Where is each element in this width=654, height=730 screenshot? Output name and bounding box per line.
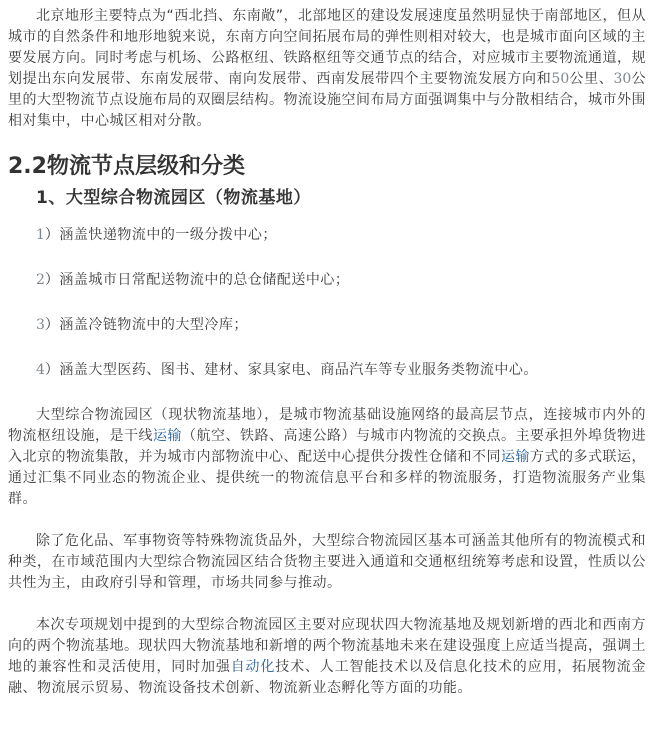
section-number: 2.2 <box>8 154 47 179</box>
body-paragraph-2 <box>8 531 646 594</box>
numeric-text: 4 <box>36 362 45 378</box>
numeric-text: 30 <box>613 71 632 87</box>
inline-link[interactable]: 运输 <box>501 449 530 465</box>
text-segment: 公里、 <box>569 71 614 87</box>
text-segment: 除了危化品、军事物资等特殊物流货品外，大型综合物流园区基本可涵盖其他所有的物流模式和种类，在市域范围内大型综合物流园区结合货物主要进入通道和交通枢纽统筹考虑和设置，性质以公共性为主，由政府引导和管理，市场共同参与推动。 <box>8 533 646 591</box>
body-paragraph-3 <box>8 615 646 699</box>
text-segment: 本次专项规划中提到的大型综合物流园区主要对应现状四大物流基地及规划新增的西北和西南方向的两个物流基地。现状四大物流基地和新增的两个物流基地未来在建设强度上应适当提高，强调土地的兼容性和灵活使用，同时加强 <box>8 617 646 675</box>
text-segment: ）涵盖冷链物流中的大型冷库； <box>44 317 248 333</box>
text-segment: 技术、人工智能技术以及信息化技术的应用，拓展物流金融、物流展示贸易、物流设备技术创新、物流新业态孵化等方面的功能。 <box>8 659 647 696</box>
numeric-text: 50 <box>551 71 570 87</box>
list-item-2 <box>36 270 646 291</box>
text-segment: 北京地形主要特点为“西北挡、东南敞”，北部地区的建设发展速度虽然明显快于南部地区，但从城市的自然条件和地形地貌来说，东南方向空间拓展布局的弹性则相对较大，也是城市面向区域的主要发展方向。同时考虑与机场、公路枢纽、铁路枢纽等交通节点的结合，对应城市主要物流通道，规划提出东向发展带、东南发展带、南向发展带、西南发展带四个主要物流发展方向和 <box>8 8 647 87</box>
inline-link[interactable]: 自动化 <box>230 659 276 675</box>
numeric-text: 3 <box>36 317 45 333</box>
subsection-heading: 1、大型综合物流园区（物流基地） <box>36 188 311 208</box>
text-segment: 大型综合物流园区（现状物流基地），是城市物流基础设施网络的最高层节点，连接城市内外的物流枢纽设施，是干线 <box>8 407 646 444</box>
list-item-4 <box>36 360 646 381</box>
text-segment: 方式的多式联运，通过汇集不同业态的物流企业、提供统一的物流信息平台和多样的物流服务，打造物流服务产业集群。 <box>8 449 646 507</box>
text-segment: ）涵盖城市日常配送物流中的总仓储配送中心； <box>44 272 350 288</box>
text-segment: （航空、铁路、高速公路）与城市内物流的交换点。主要承担外埠货物进入北京的物流集散，并为城市内部物流中心、配送中心提供分拨性仓储和不同 <box>8 428 646 465</box>
text-segment: 公里的大型物流节点设施布局的双圈层结构。物流设施空间布局方面强调集中与分散相结合，城市外围相对集中，中心城区相对分散。 <box>8 71 647 129</box>
numeric-text: 2 <box>36 272 45 288</box>
list-item-3 <box>36 315 646 336</box>
inline-link[interactable]: 运输 <box>153 428 182 444</box>
text-segment: ）涵盖快递物流中的一级分拨中心； <box>44 227 277 243</box>
text-segment: ）涵盖大型医药、图书、建材、家具家电、商品汽车等专业服务类物流中心。 <box>44 362 538 378</box>
numeric-text: 1 <box>36 227 45 243</box>
section-title: 物流节点层级和分类 <box>46 154 245 179</box>
body-paragraph-1 <box>8 405 646 510</box>
intro-paragraph <box>8 6 646 132</box>
section-heading <box>8 153 646 181</box>
list-item-1 <box>36 225 646 246</box>
